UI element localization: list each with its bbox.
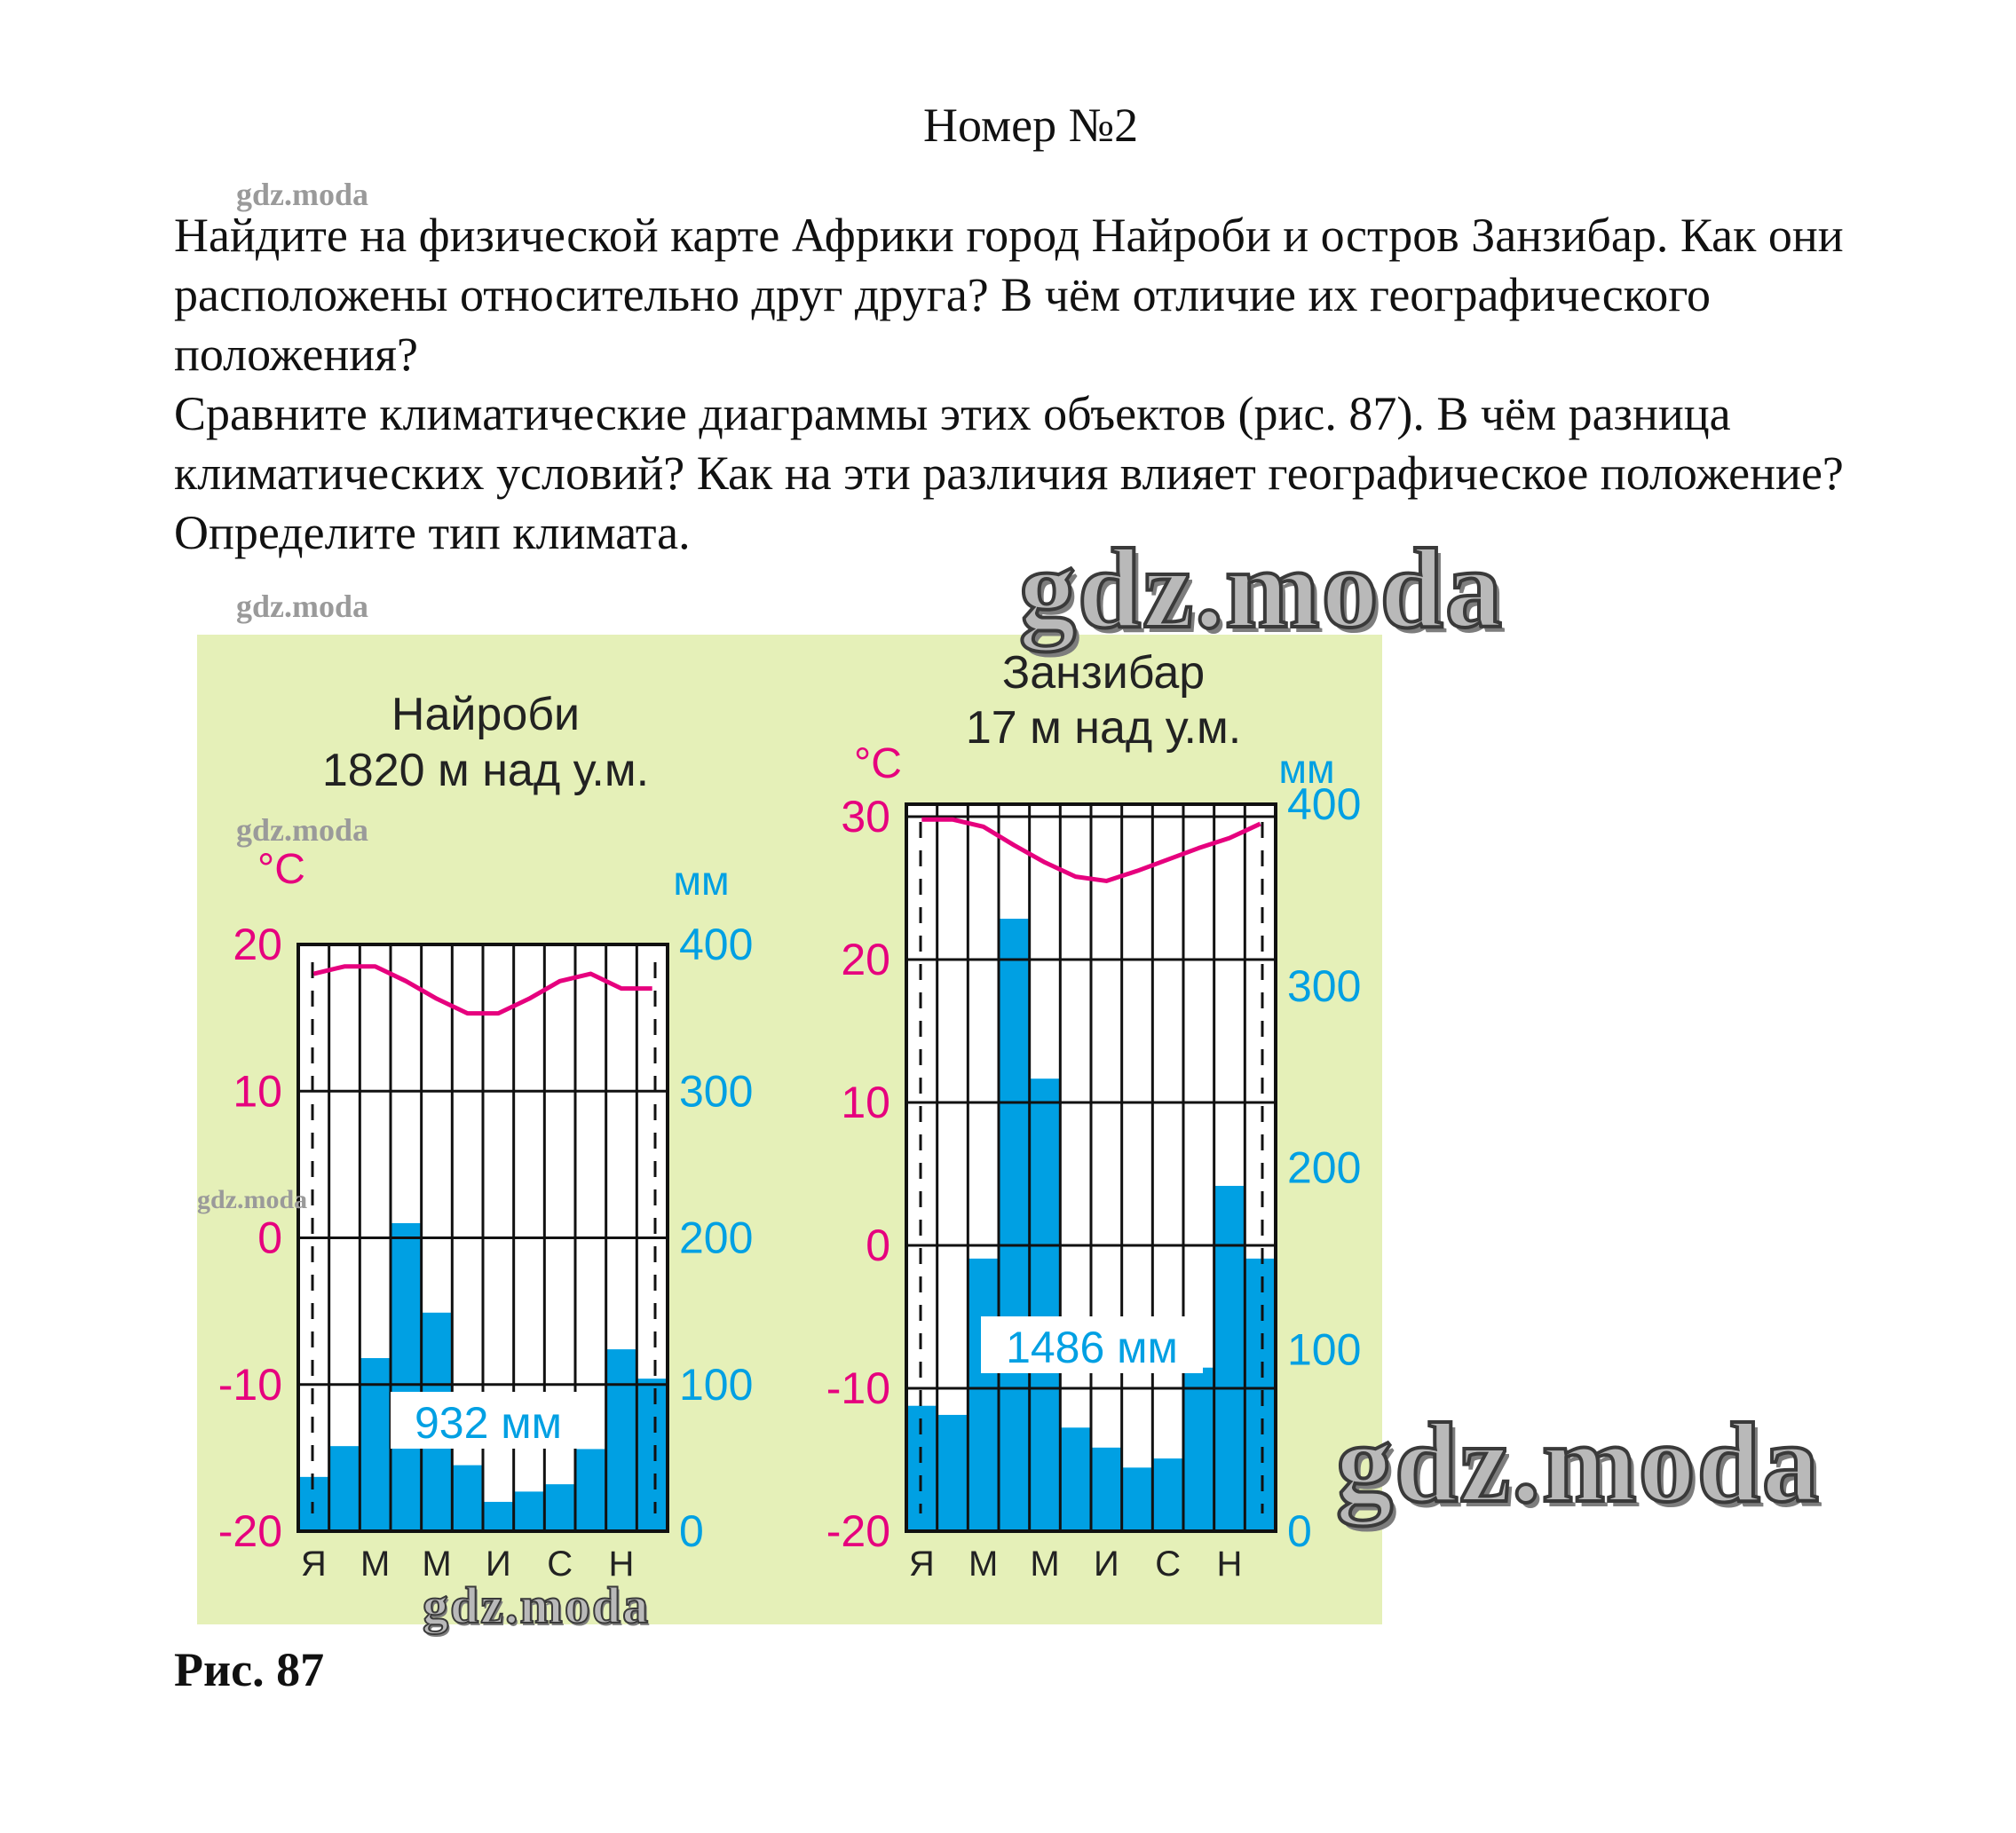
- watermark: gdz.moda: [236, 812, 369, 848]
- right-axis-unit: мм: [673, 857, 730, 904]
- precipitation-bar: [1060, 1427, 1091, 1531]
- precipitation-bar: [968, 1259, 999, 1531]
- watermark-large: gdz.moda: [1336, 1400, 1821, 1526]
- left-tick-label: 10: [233, 1066, 282, 1117]
- precipitation-bar: [452, 1466, 483, 1531]
- precipitation-bar: [636, 1379, 668, 1531]
- precipitation-bar: [544, 1484, 575, 1531]
- chart-title: Найроби: [391, 689, 581, 740]
- month-label: С: [547, 1545, 573, 1584]
- month-label: М: [1030, 1545, 1060, 1584]
- chart-title: Занзибар: [1001, 647, 1206, 699]
- month-label: М: [968, 1545, 999, 1584]
- precipitation-bar: [1183, 1368, 1214, 1531]
- right-tick-label: 100: [1287, 1324, 1362, 1375]
- task-paragraph-1: Найдите на физической карте Африки город Найроби и остров Занзибар. Как они расположены относительно друг друга? В чём отличие их географического положения?: [174, 209, 1844, 381]
- left-tick-label: 20: [233, 920, 282, 969]
- left-axis-unit: °C: [257, 846, 305, 893]
- watermark: gdz.moda: [423, 1576, 651, 1634]
- page-title: Номер №2: [923, 99, 1139, 152]
- precipitation-bar: [329, 1446, 360, 1531]
- precipitation-bar: [1030, 1078, 1061, 1531]
- right-tick-label: 200: [1287, 1142, 1362, 1193]
- precipitation-bar: [1214, 1186, 1245, 1531]
- precipitation-bar: [483, 1502, 514, 1531]
- precipitation-bar: [514, 1491, 545, 1531]
- month-label: М: [360, 1545, 391, 1584]
- watermark: gdz.moda: [236, 177, 369, 212]
- left-tick-label: 20: [841, 935, 890, 984]
- right-tick-label: 200: [679, 1213, 754, 1263]
- precipitation-bar: [606, 1349, 637, 1531]
- left-tick-label: 10: [841, 1078, 890, 1127]
- left-axis-unit: °C: [854, 740, 902, 787]
- right-tick-label: 400: [679, 920, 754, 969]
- task-paragraph-2: Сравните климатические диаграммы этих объектов (рис. 87). В чём разница климатических условий? Как на эти различия влияет географическое положение? Определите тип климата.: [174, 387, 1844, 559]
- precipitation-bar: [391, 1223, 422, 1531]
- left-tick-label: 30: [841, 792, 890, 841]
- watermark-large: gdz.moda: [1019, 525, 1504, 652]
- watermark: gdz.moda: [236, 589, 369, 624]
- right-tick-label: 300: [679, 1066, 754, 1117]
- precipitation-bar: [1245, 1259, 1276, 1531]
- right-tick-label: 0: [679, 1506, 704, 1556]
- month-label: Н: [608, 1545, 635, 1584]
- month-label: И: [485, 1545, 511, 1584]
- month-label: Я: [908, 1545, 935, 1584]
- month-label: Н: [1216, 1545, 1243, 1584]
- right-tick-label: 100: [679, 1359, 754, 1410]
- right-axis-unit: мм: [1278, 746, 1335, 792]
- total-precipitation-label: 1486 мм: [1006, 1323, 1178, 1372]
- left-tick-label: -10: [217, 1359, 282, 1410]
- month-label: С: [1155, 1545, 1182, 1584]
- precipitation-bar: [1122, 1467, 1153, 1531]
- month-label: И: [1093, 1545, 1119, 1584]
- left-tick-label: -10: [826, 1363, 890, 1413]
- left-tick-label: 0: [866, 1221, 890, 1270]
- figure-caption: Рис. 87: [174, 1643, 325, 1696]
- watermark: gdz.moda: [197, 1185, 308, 1214]
- month-label: М: [422, 1545, 452, 1584]
- right-tick-label: 300: [1287, 960, 1362, 1011]
- left-tick-label: -20: [217, 1506, 282, 1556]
- chart-subtitle: 1820 м над у.м.: [321, 745, 650, 796]
- left-tick-label: 0: [257, 1213, 282, 1263]
- precipitation-bar: [937, 1415, 968, 1531]
- left-tick-label: -20: [826, 1506, 890, 1556]
- total-precipitation-label: 932 мм: [414, 1398, 563, 1448]
- precipitation-bar: [1152, 1458, 1183, 1531]
- right-tick-label: 0: [1287, 1506, 1312, 1556]
- precipitation-bar: [575, 1449, 606, 1531]
- chart-subtitle: 17 м над у.м.: [965, 702, 1242, 754]
- precipitation-bar: [1091, 1448, 1122, 1531]
- precipitation-bar: [999, 919, 1030, 1531]
- month-label: Я: [300, 1545, 327, 1584]
- right-tick-label: 400: [1287, 779, 1362, 829]
